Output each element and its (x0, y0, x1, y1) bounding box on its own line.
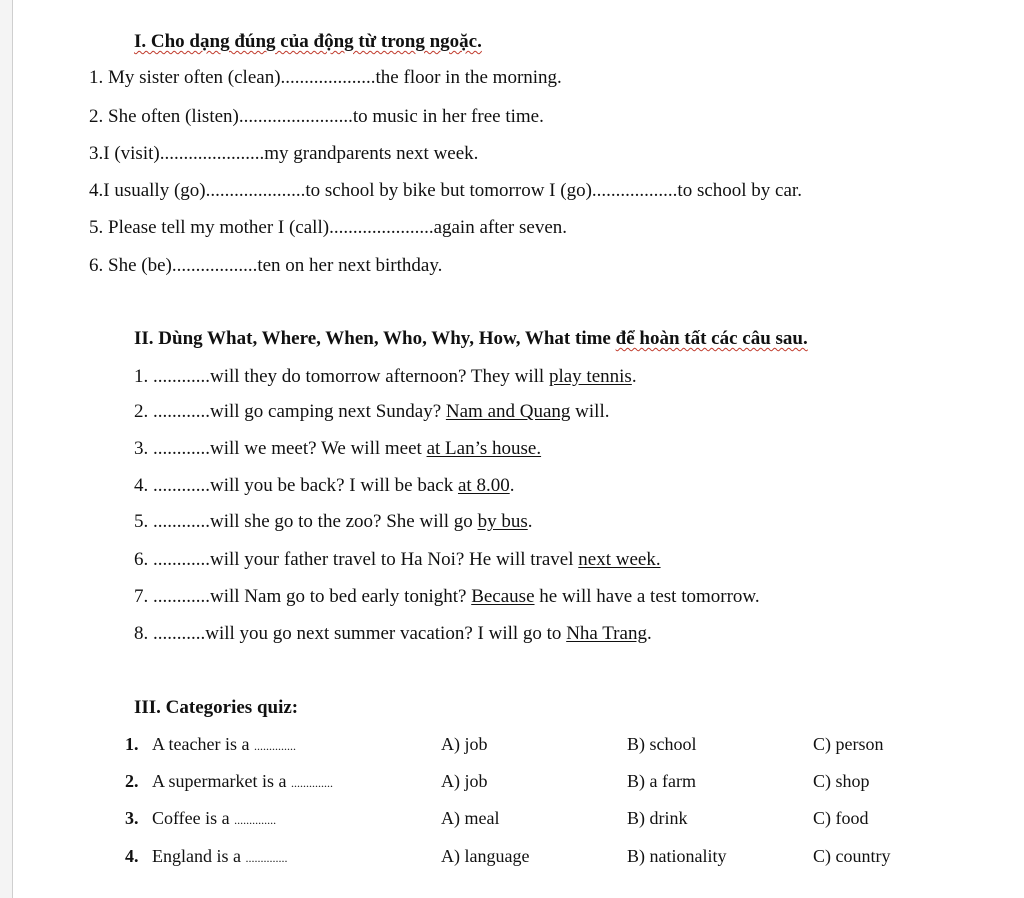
s2-item-5: 5. ............will she go to the zoo? She will go by bus. (134, 511, 533, 532)
section3-heading: III. Categories quiz: (134, 697, 299, 718)
document-page: I. Cho dạng đúng của động từ trong ngoặc. 1. My sister often (clean)....................the floor in the morning. 2. She often (listen)........................to music in her free time. 3.I (visit)......................my grandparents next week. 4.I usually (go).....................to school by bike but tomorrow I (go)..................to school by car. 5. Please tell my mother I (call)......................again after seven. 6. She (be)..................ten on her next birthday. II. Dùng What, Where, When, Who, Why, How, What time để hoàn tất các câu sau. 1. ............will they do tomorrow afternoon? They will play tennis. 2. ............will go camping next Sunday? Nam and Quang will. 3. ............will we meet? We will meet at Lan’s house. 4. ............will you be back? I will be back at 8.00. 5. ............will she go to the zoo? She will go by bus. 6. ............will your father travel to Ha Noi? He will travel next week. 7. ............will Nam go to bed early tonight? Because he will have a test tomorrow. 8. ...........will you go next summer vacation? I will go to Nha Trang. III. Categories quiz: 1. A teacher is a .............. A) job B) school C) person 2. A supermarket is a .............. A) job B) a farm C) shop 3. Coffee is a .............. A) meal B) drink C) food 4. England is a .............. A) language B) nationality C) country (12, 0, 1024, 898)
quiz-option-a: A) job (441, 771, 488, 791)
s2-item-6: 6. ............will your father travel to Ha Noi? He will travel next week. (134, 549, 661, 570)
quiz-option-c: C) country (813, 846, 891, 866)
quiz-option-b: B) school (627, 734, 697, 754)
quiz-option-a: A) meal (441, 808, 500, 828)
quiz-option-a: A) language (441, 846, 530, 866)
quiz-option-b: B) drink (627, 808, 688, 828)
quiz-option-c: C) person (813, 734, 884, 754)
s1-item-6: 6. She (be)..................ten on her next birthday. (89, 255, 443, 276)
s1-item-5: 5. Please tell my mother I (call)......................again after seven. (89, 217, 568, 238)
quiz-option-b: B) a farm (627, 771, 696, 791)
quiz-option-a: A) job (441, 734, 488, 754)
s2-item-4: 4. ............will you be back? I will be back at 8.00. (134, 475, 515, 496)
quiz-option-b: B) nationality (627, 846, 727, 866)
s2-item-8: 8. ...........will you go next summer vacation? I will go to Nha Trang. (134, 623, 652, 644)
s2-item-3: 3. ............will we meet? We will meet at Lan’s house. (134, 438, 542, 459)
s1-item-2: 2. She often (listen)........................to music in her free time. (89, 106, 544, 127)
section1-heading: I. Cho dạng đúng của động từ trong ngoặc. (134, 31, 482, 52)
s1-item-3: 3.I (visit)......................my grandparents next week. (89, 143, 479, 164)
quiz-option-c: C) food (813, 808, 869, 828)
section2-heading: II. Dùng What, Where, When, Who, Why, How, What time để hoàn tất các câu sau. (134, 328, 808, 349)
s1-item-1: 1. My sister often (clean)....................the floor in the morning. (89, 67, 562, 88)
s2-item-2: 2. ............will go camping next Sunday? Nam and Quang will. (134, 401, 610, 422)
s2-item-1: 1. ............will they do tomorrow afternoon? They will play tennis. (134, 366, 637, 387)
s2-item-7: 7. ............will Nam go to bed early tonight? Because he will have a test tomorrow. (134, 586, 760, 607)
quiz-option-c: C) shop (813, 771, 870, 791)
s1-item-4: 4.I usually (go).....................to school by bike but tomorrow I (go)..................to school by car. (89, 180, 802, 201)
